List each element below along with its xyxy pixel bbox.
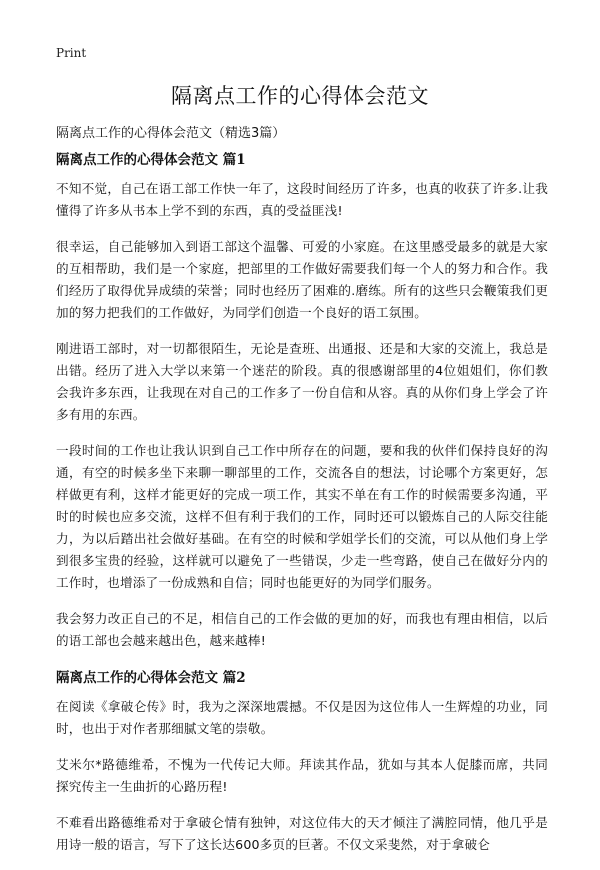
- paragraph: 在阅读《拿破仑传》时，我为之深深地震撼。不仅是因为这位伟人一生辉煌的功业，同时，也出于对作者那细腻文笔的崇敬。: [56, 699, 548, 736]
- print-link[interactable]: Print: [56, 46, 87, 60]
- paragraph: 不难看出路德维希对于拿破仑情有独钟，对这位伟大的天才倾注了满腔同情，他几乎是用诗一般的语言，写下了这长达600多页的巨著。不仅文采斐然，对于拿破仑: [56, 815, 548, 852]
- paragraph: 不知不觉，自己在语工部工作快一年了，这段时间经历了许多，也真的收获了许多.让我懂得了许多从书本上学不到的东西，真的受益匪浅!: [56, 181, 548, 218]
- section-heading: 隔离点工作的心得体会范文 篇1: [56, 152, 246, 168]
- document-subtitle: 隔离点工作的心得体会范文（精选3篇）: [56, 126, 286, 141]
- paragraph: 一段时间的工作也让我认识到自己工作中所存在的问题，要和我的伙伴们保持良好的沟通，有空的时候多坐下来聊一聊部里的工作，交流各自的想法，讨论哪个方案更好，怎样做更有利，这样才能更好的完成一项工作，其实不单在有工作的时候需要多沟通，平时的时候也应多交流，这样不但有利于我们的工作，同时还可以锻炼自己的人际交往能力，为以后踏出社会做好基础。在有空的时候和学姐学长们的交流，可以从他们身上学到很多宝贵的经验，这样就可以避免了一些错误，少走一些弯路，使自己在做好分内的工作时，也增添了一份成熟和自信；同时也能更好的为同学们服务。: [56, 443, 548, 590]
- section-1: [56, 148, 548, 652]
- paragraph: 刚进语工部时，对一切都很陌生，无论是查班、出通报、还是和大家的交流上，我总是出错。经历了进入大学以来第一个迷茫的阶段。真的很感谢部里的4位姐姐们，你们教会我许多东西，让我现在对自己的工作多了一份自信和从容。真的从你们身上学会了许多有用的东西。: [56, 341, 548, 422]
- document-body: [56, 148, 548, 870]
- paragraph: 我会努力改正自己的不足，相信自己的工作会做的更加的好，而我也有理由相信，以后的语工部也会越来越出色，越来越棒!: [56, 611, 548, 648]
- section-heading: 隔离点工作的心得体会范文 篇2: [56, 670, 246, 686]
- paragraph: 艾米尔*路德维希，不愧为一代传记大师。拜读其作品，犹如与其本人促膝而席，共同探究传主一生曲折的心路历程!: [56, 757, 548, 794]
- page-title: 隔离点工作的心得体会范文: [171, 84, 429, 108]
- paragraph: 很幸运，自己能够加入到语工部这个温馨、可爱的小家庭。在这里感受最多的就是大家的互相帮助，我们是一个家庭，把部里的工作做好需要我们每一个人的努力和合作。我们经历了取得优异成绩的荣誉；同时也经历了困难的.磨练。所有的这些只会鞭策我们更加的努力把我们的工作做好，为同学们创造一个良好的语工氛围。: [56, 239, 548, 320]
